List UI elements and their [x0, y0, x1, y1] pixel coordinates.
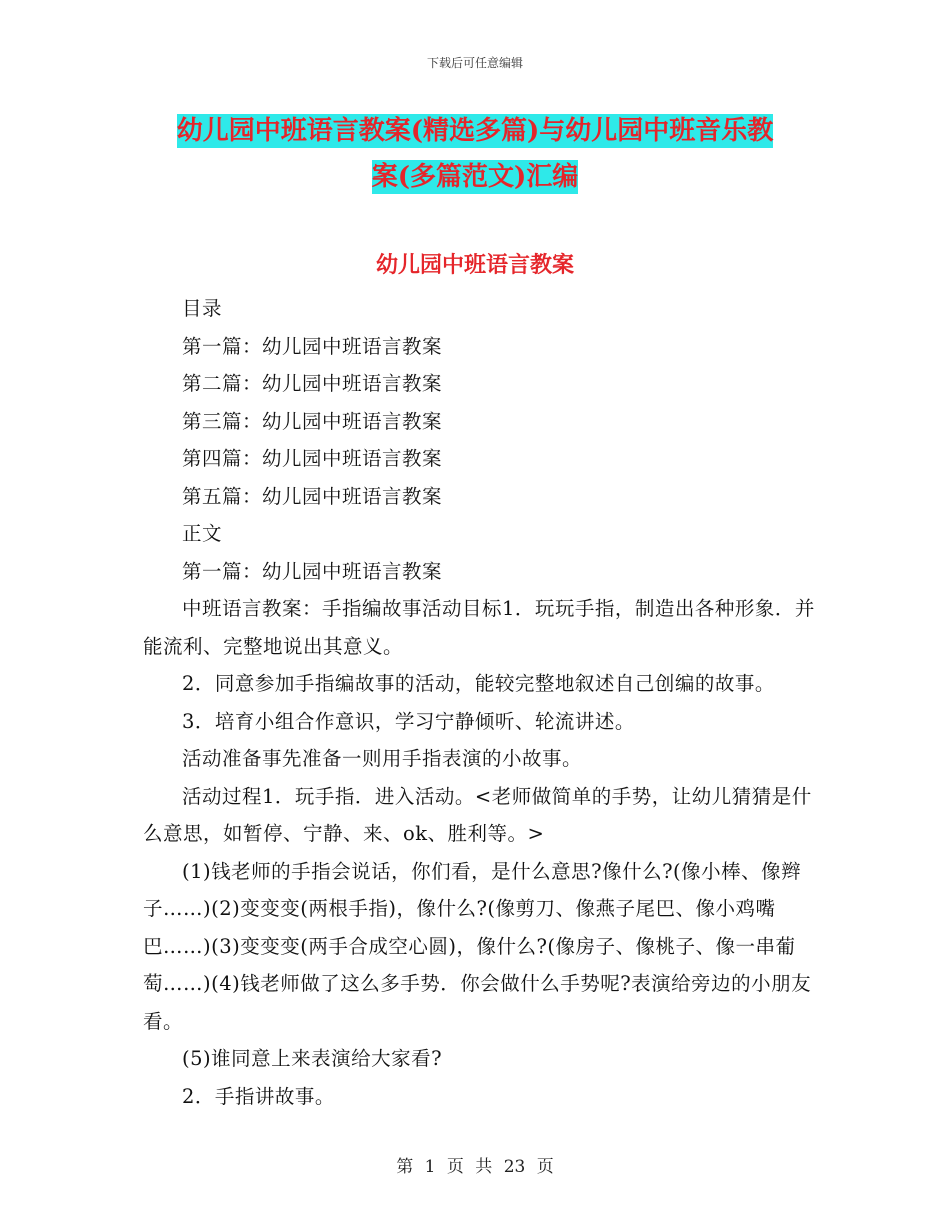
page-total: 23 [503, 1157, 526, 1177]
footer-label: 第 [396, 1157, 414, 1177]
paragraph-body-heading: 正文 [182, 522, 223, 545]
paragraph: (5)谁同意上来表演给大家看? [182, 1047, 443, 1070]
paragraph: 2．同意参加手指编故事的活动，能较完整地叙述自己创编的故事。 [182, 672, 775, 695]
paragraph: 活动准备事先准备一则用手指表演的小故事。 [182, 747, 583, 770]
paragraph: (1)钱老师的手指会说话，你们看，是什么意思?像什么?(像小棒、像辫子……)(2)变变变(两根手指)，像什么?(像剪刀、像燕子尾巴、像小鸡嘴巴……)(3)变变变(两手合成空心圆)，像什么?(像房子、像桃子、像一串葡萄……)(4)钱老师做了这么多手势．你会做什么手势呢?表演给旁边的小朋友看。 [143, 859, 812, 1033]
document-body [143, 290, 819, 1115]
header-note: 下载后可任意编辑 [426, 56, 523, 70]
paragraph-toc-item: 第一篇：幼儿园中班语言教案 [182, 334, 443, 358]
paragraph: 活动过程1．玩手指．进入活动。<老师做简单的手势，让幼儿猜猜是什么意思，如暂停、宁静、来、ok、胜利等。> [143, 784, 812, 845]
footer-label: 页 [536, 1157, 554, 1177]
paragraph-toc-item: 第五篇：幼儿园中班语言教案 [182, 484, 443, 508]
paragraph: 2．手指讲故事。 [182, 1084, 335, 1108]
section-title: 幼儿园中班语言教案 [375, 252, 574, 278]
paragraph-toc-heading: 目录 [182, 297, 223, 320]
title-line-2: 案(多篇范文)汇编 [371, 162, 579, 192]
paragraph-chapter-heading: 第一篇：幼儿园中班语言教案 [182, 559, 443, 583]
paragraph: 中班语言教案：手指编故事活动目标1．玩玩手指，制造出各种形象．并能流利、完整地说出其意义。 [143, 597, 815, 658]
footer-label: 页 共 [446, 1157, 493, 1177]
paragraph: 3．培育小组合作意识，学习宁静倾听、轮流讲述。 [182, 709, 635, 733]
page-footer [0, 1152, 950, 1177]
page-number: 1 [424, 1157, 436, 1177]
document-title [140, 108, 810, 200]
title-line-1: 幼儿园中班语言教案(精选多篇)与幼儿园中班音乐教 [176, 116, 774, 146]
paragraph-toc-item: 第四篇：幼儿园中班语言教案 [182, 447, 443, 470]
paragraph-toc-item: 第二篇：幼儿园中班语言教案 [182, 372, 443, 395]
paragraph-toc-item: 第三篇：幼儿园中班语言教案 [182, 409, 443, 433]
